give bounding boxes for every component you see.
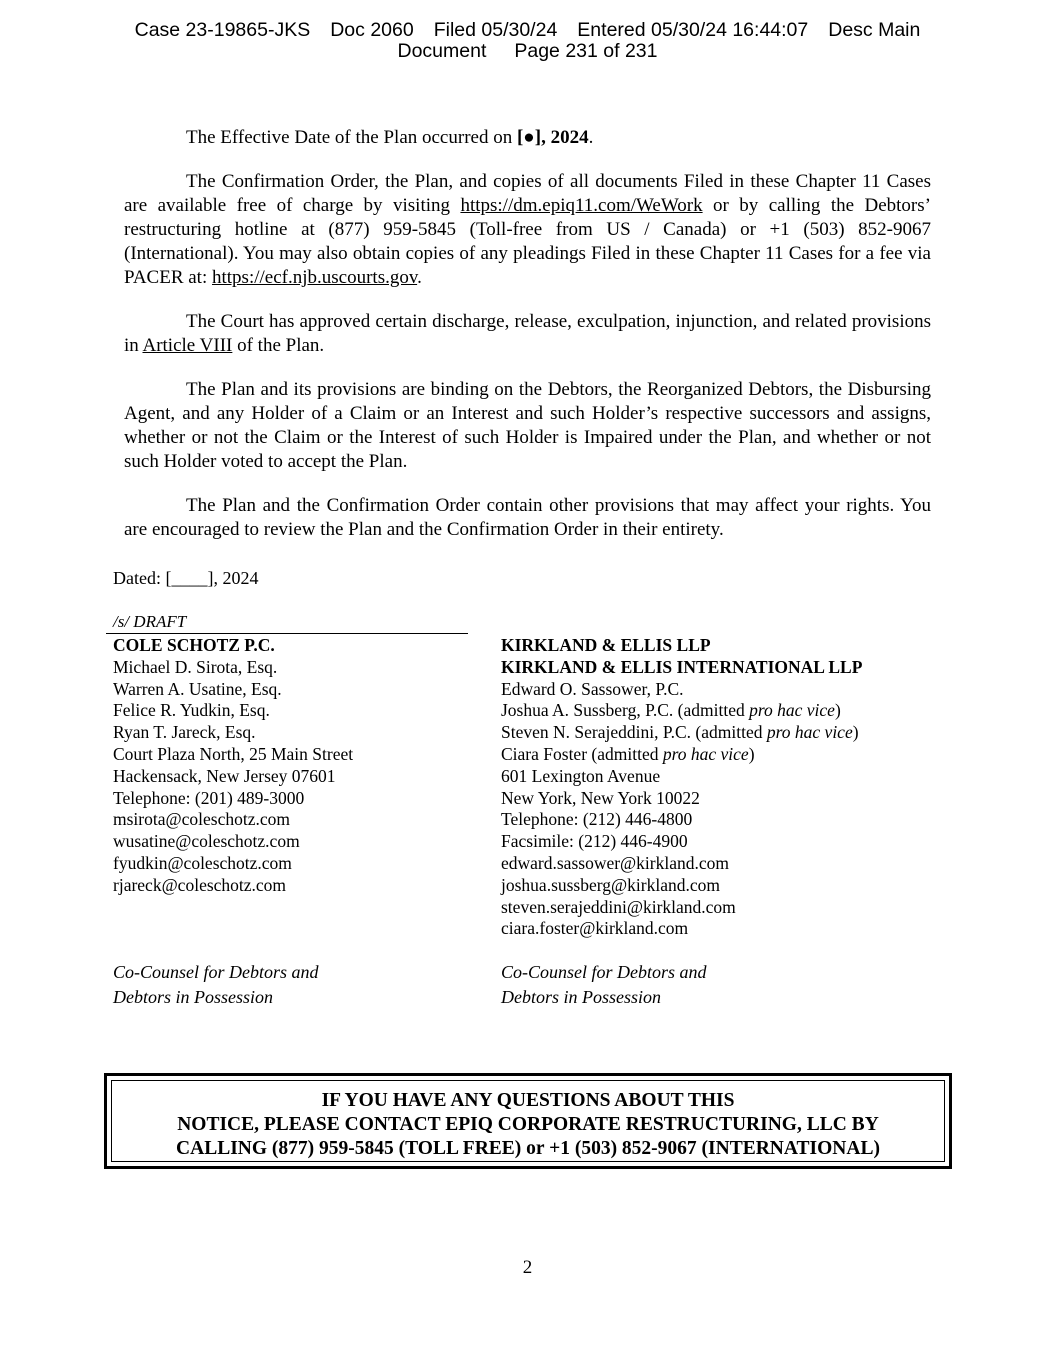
case-header	[0, 20, 1055, 62]
right-counsel-block	[501, 635, 862, 940]
paragraph-text: The Plan and the Confirmation Order contain other provisions that may affect your rights. You are encouraged to review the Plan and the Confirmation Order in their entirety.	[124, 495, 931, 540]
desc-main: Desc Main	[828, 19, 921, 41]
role-line: Co-Counsel for Debtors and	[113, 962, 319, 982]
counsel-line: Felice R. Yudkin, Esq.	[113, 700, 270, 721]
counsel-line	[501, 722, 862, 744]
counsel-telephone: Telephone: (201) 489-3000	[113, 787, 305, 808]
counsel-email: rjareck@coleschotz.com	[113, 874, 287, 895]
contact-notice-box	[104, 1073, 952, 1169]
counsel-email: fyudkin@coleschotz.com	[113, 852, 292, 873]
paragraph-documents-available	[124, 170, 931, 290]
paragraph-text: The Effective Date of the Plan occurred on	[186, 127, 517, 148]
notice-inner-border	[111, 1080, 945, 1162]
pacer-link[interactable]: https://ecf.njb.uscourts.gov	[212, 267, 418, 288]
counsel-line: Ryan T. Jareck, Esq.	[113, 722, 256, 743]
filed-date: Filed 05/30/24	[433, 19, 558, 41]
right-counsel-role	[501, 960, 707, 1010]
counsel-line	[501, 700, 862, 722]
doc-number: Doc 2060	[330, 19, 414, 41]
notice-line: CALLING (877) 959-5845 (TOLL FREE) or +1 (503) 852-9067 (INTERNATIONAL)	[176, 1138, 880, 1159]
counsel-email: wusatine@coleschotz.com	[113, 831, 300, 852]
left-counsel-block	[113, 635, 353, 897]
counsel-email: steven.serajeddini@kirkland.com	[501, 896, 736, 917]
page-of-total: Page 231 of 231	[514, 40, 658, 62]
firm-name: KIRKLAND & ELLIS LLP	[501, 635, 711, 655]
counsel-email: msirota@coleschotz.com	[113, 809, 290, 830]
counsel-email: ciara.foster@kirkland.com	[501, 918, 689, 939]
pro-hac-vice: pro hac vice	[766, 722, 853, 743]
pro-hac-vice: pro hac vice	[749, 700, 835, 721]
counsel-address: 601 Lexington Avenue	[501, 765, 661, 786]
counsel-name: Steven N. Serajeddini, P.C. (admitted	[501, 722, 767, 743]
paragraph-text: of the Plan.	[232, 335, 325, 356]
signature-text: /s/ DRAFT	[113, 612, 187, 631]
case-number: Case 23-19865-JKS	[134, 19, 311, 41]
effective-date-placeholder: [●], 2024	[516, 127, 589, 148]
page-number: 2	[522, 1257, 533, 1278]
counsel-line: Warren A. Usatine, Esq.	[113, 678, 282, 699]
paragraph-text: or by calling the Debtors’ restructuring hotline at (877) 959-5845 (Toll-free from US / Canada) or +1 (503) 852-9067 (International). You may also obtain copies of any pleadings Filed in these Chapter 11 Cases for a fee via PACER at:	[124, 195, 931, 288]
article-viii-link[interactable]: Article VIII	[142, 335, 233, 356]
epiq-link[interactable]: https://dm.epiq11.com/WeWork	[460, 195, 703, 216]
paragraph-text: .	[588, 127, 594, 148]
document-label: Document	[397, 40, 487, 62]
signature-line	[106, 612, 468, 634]
paragraph-court-approved	[124, 310, 931, 358]
counsel-address: Hackensack, New Jersey 07601	[113, 765, 336, 786]
counsel-address: New York, New York 10022	[501, 787, 700, 808]
role-line: Co-Counsel for Debtors and	[501, 962, 707, 982]
counsel-email: edward.sassower@kirkland.com	[501, 852, 729, 873]
left-counsel-role	[113, 960, 319, 1010]
counsel-facsimile: Facsimile: (212) 446-4900	[501, 831, 688, 852]
counsel-email: joshua.sussberg@kirkland.com	[501, 874, 720, 895]
paren: )	[748, 743, 755, 764]
case-header-line-1	[0, 20, 1055, 41]
paragraph-effective-date	[124, 126, 931, 150]
pro-hac-vice: pro hac vice	[662, 743, 749, 764]
paragraph-binding	[124, 378, 931, 474]
role-line: Debtors in Possession	[501, 987, 662, 1007]
case-header-line-2	[0, 41, 1055, 62]
paren: )	[834, 700, 841, 721]
notice-text	[112, 1089, 944, 1161]
notice-line: NOTICE, PLEASE CONTACT EPIQ CORPORATE RESTRUCTURING, LLC BY	[177, 1114, 879, 1135]
paren: )	[852, 722, 859, 743]
counsel-line	[501, 744, 862, 766]
firm-name: COLE SCHOTZ P.C.	[113, 635, 275, 655]
paragraph-text: The Confirmation Order, the Plan, and copies of all documents Filed in these Chapter 11 Cases are available free of charge by visiting	[124, 171, 931, 216]
role-line: Debtors in Possession	[113, 987, 274, 1007]
dated-line: Dated: [____], 2024	[113, 568, 259, 588]
counsel-name: Joshua A. Sussberg, P.C. (admitted	[501, 700, 750, 721]
paragraph-other-provisions	[124, 494, 931, 542]
firm-name: KIRKLAND & ELLIS INTERNATIONAL LLP	[501, 656, 863, 677]
counsel-line: Edward O. Sassower, P.C.	[501, 678, 684, 699]
counsel-name: Ciara Foster (admitted	[501, 743, 663, 764]
counsel-telephone: Telephone: (212) 446-4800	[501, 809, 693, 830]
paragraph-text: The Plan and its provisions are binding on the Debtors, the Reorganized Debtors, the Disbursing Agent, and any Holder of a Claim or an Interest and such Holder’s respective successors and assigns, whether or not the Claim or the Interest of such Holder is Impaired under the Plan, and whether or not such Holder voted to accept the Plan.	[124, 379, 931, 472]
paragraph-text: The Court has approved certain discharge, release, exculpation, injunction, and related provisions in	[124, 311, 931, 356]
counsel-line: Michael D. Sirota, Esq.	[113, 656, 278, 677]
paragraph-text: .	[417, 267, 422, 288]
entered-date: Entered 05/30/24 16:44:07	[577, 19, 809, 41]
notice-line: IF YOU HAVE ANY QUESTIONS ABOUT THIS	[321, 1090, 735, 1111]
counsel-address: Court Plaza North, 25 Main Street	[113, 743, 354, 764]
